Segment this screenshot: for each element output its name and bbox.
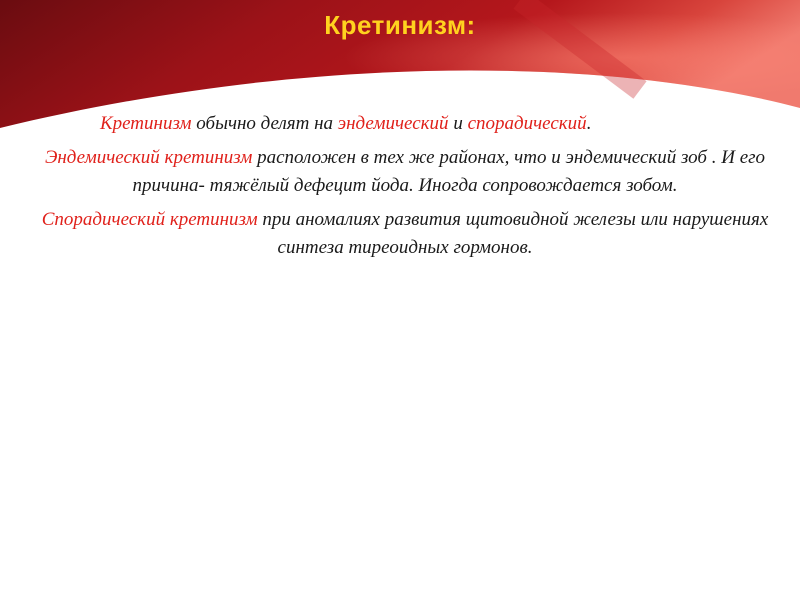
slide-body <box>40 110 770 268</box>
term-cretinism: Кретинизм <box>100 113 192 134</box>
paragraph-2 <box>40 144 770 200</box>
body-text: обычно делят на <box>191 113 338 134</box>
body-text: расположен в тех же районах, что и эндемический зоб . И его причина- тяжёлый дефецит йода. Иногда сопровождается зобом. <box>132 147 766 196</box>
body-text: . <box>586 113 592 134</box>
paragraph-3 <box>40 206 770 262</box>
term-endemic: эндемический <box>337 113 449 134</box>
body-text: и <box>448 113 468 134</box>
paragraph-1 <box>40 110 770 138</box>
body-text: при аномалиях развития щитовидной железы или нарушениях синтеза тиреоидных гормонов. <box>257 209 769 258</box>
term-sporadic: спорадический <box>467 113 587 134</box>
term-endemic-cretinism: Эндемический кретинизм <box>44 147 253 168</box>
term-sporadic-cretinism: Спорадический кретинизм <box>41 209 258 230</box>
slide-title: Кретинизм: <box>324 10 476 40</box>
